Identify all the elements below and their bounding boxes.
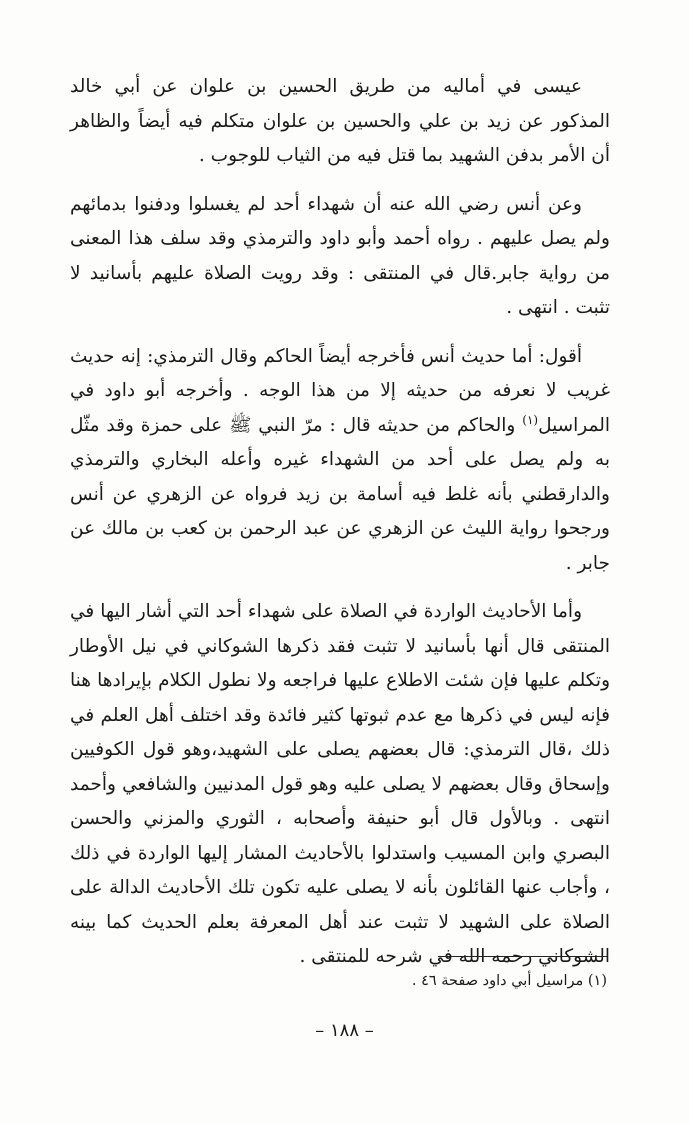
footnote-reference: (١) — [522, 412, 539, 427]
paragraph-3-text-start: أقول: أما حديث أنس فأخرجه أيضاً الحاكم وقال الترمذي: إنه حديث غريب لا نعرفه من حديثه إلا من هذا الوجه . وأخرجه أبو داود في المراسيل — [70, 345, 610, 436]
paragraph-4 — [70, 595, 610, 975]
page-number: – ١٨٨ – — [315, 1020, 374, 1041]
paragraph-3 — [70, 340, 610, 582]
paragraph-1-text: عيسى في أماليه من طريق الحسين بن علوان عن أبي خالد المذكور عن زيد بن علي والحسين بن علوان متكلم فيه أيضاً والظاهر أن الأمر بدفن الشهيد بما قتل فيه من الثياب للوجوب . — [70, 76, 610, 166]
paragraph-1 — [70, 70, 610, 174]
footnote: (١) مراسيل أبي داود صفحة ٤٦ . — [411, 973, 607, 989]
paragraph-3-text-end: والحاكم من حديثه قال : مرّ النبي ﷺ على حمزة وقد مثّل به ولم يصل على أحد من الشهداء غيره وأعله البخاري والترمذي والدارقطني بأنه غلط فيه أسامة بن زيد فرواه عن الزهري عن أنس ورجحوا رواية الليث عن الزهري عن عبد الرحمن بن كعب بن مالك عن جابر . — [70, 414, 610, 574]
paragraph-2 — [70, 188, 610, 326]
paragraph-4-text: وأما الأحاديث الواردة في الصلاة على شهداء أحد التي أشار اليها في المنتقى قال أنها بأسانيد لا تثبت فقد ذكرها الشوكاني في نيل الأوطار وتكلم عليها فإن شئت الاطلاع عليها فراجعه ولا نطول الكلام بإيرادها هنا فإنه ليس في ذكرها مع عدم ثبوتها كثير فائدة وقد اختلف أهل العلم في ذلك ،قال الترمذي: قال بعضهم يصلى على الشهيد،وهو قول الكوفيين وإسحاق وقال بعضهم لا يصلى عليه وهو قول المدنيين والشافعي وأحمد انتهى . وبالأول قال أبو حنيفة وأصحابه ، الثوري والمزني والحسن البصري وابن المسيب واستدلوا بالأحاديث المشار إليها الواردة في ذلك ، وأجاب عنها القائلون بأنه لا يصلى عليه تكون تلك الأحاديث الدالة على الصلاة على الشهيد لا تثبت عند أهل المعرفة بعلم الحديث كما بينه الشوكاني رحمه الله في شرحه للمنتقى . — [70, 601, 610, 967]
page-body — [70, 70, 610, 975]
paragraph-2-text: وعن أنس رضي الله عنه أن شهداء أحد لم يغسلوا ودفنوا بدمائهم ولم يصل عليهم . رواه أحمد وأبو داود والترمذي وقد سلف هذا المعنى من رواية جابر.قال في المنتقى : وقد رويت الصلاة عليهم بأسانيد لا تثبت . انتهى . — [70, 193, 610, 318]
footnote-divider — [438, 956, 608, 957]
